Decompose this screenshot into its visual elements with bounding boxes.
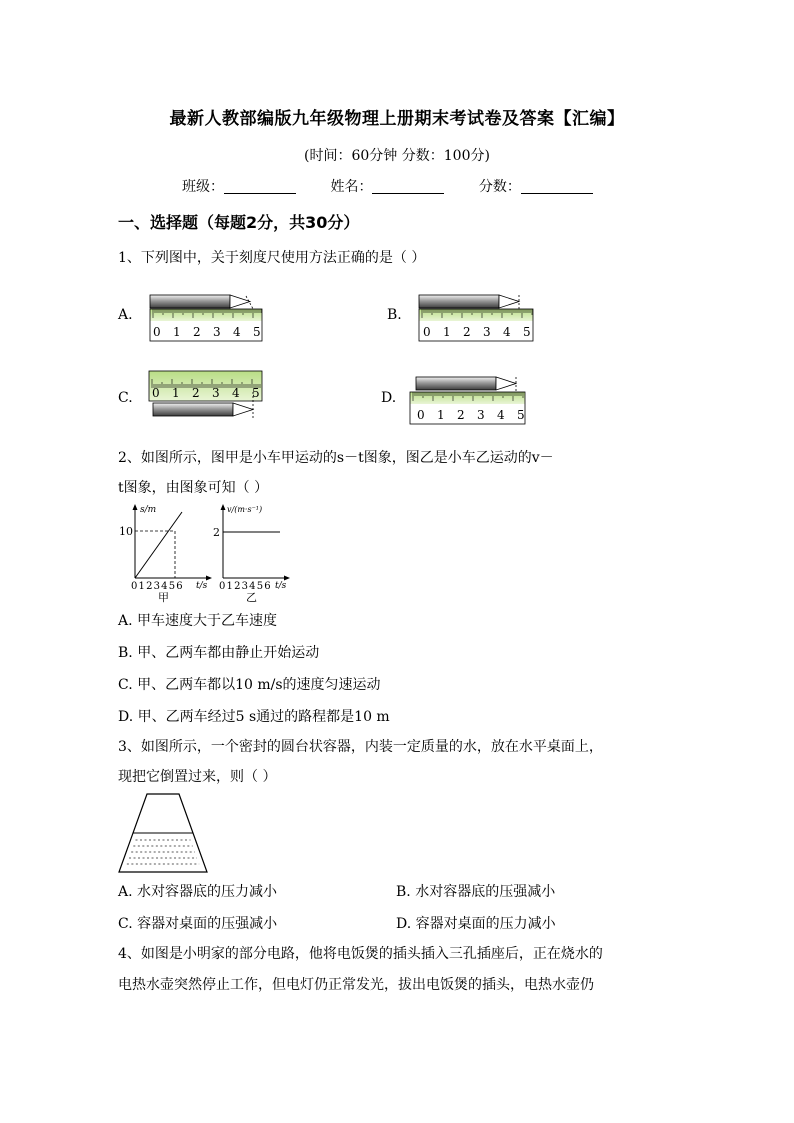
graph-jia-xticks: 0 1 2 3 4 5 6	[131, 581, 182, 592]
q1-ruler-figures	[0, 0, 794, 460]
question-2-stem-line1: 2、如图所示，图甲是小车甲运动的s－t图象，图乙是小车乙运动的v－	[118, 450, 554, 466]
ruler-number: 5	[253, 325, 261, 339]
ruler-number: 4	[233, 325, 241, 339]
question-4-line1: 4、如图是小明家的部分电路，他将电饭煲的插头插入三孔插座后，正在烧水的	[118, 946, 603, 962]
ruler-number: 5	[523, 325, 531, 339]
ruler-number: 4	[497, 408, 505, 422]
ruler-number: 3	[477, 408, 485, 422]
graph-yi-ylabel: v/(m·s⁻¹)	[227, 505, 263, 514]
question-1-stem: 1、下列图中，关于刻度尺使用方法正确的是（ ）	[118, 250, 426, 266]
q3-option-b[interactable]: B. 水对容器底的压强减小	[396, 884, 556, 900]
graph-jia	[119, 504, 212, 604]
q1-label-b: B.	[387, 307, 402, 323]
ruler-figure-d	[410, 377, 525, 424]
ruler-number: 1	[437, 408, 445, 422]
section-heading: 一、选择题（每题2分，共30分）	[118, 213, 360, 232]
graph-jia-xunit: t/s	[196, 581, 208, 591]
page-title: 最新人教部编版九年级物理上册期末考试卷及答案【汇编】	[169, 109, 625, 129]
ruler-number: 0	[152, 386, 160, 400]
ruler-number: 2	[193, 325, 201, 339]
graph-jia-ytick: 10	[119, 525, 133, 538]
ruler-number: 0	[423, 325, 431, 339]
ruler-figure-a	[150, 295, 262, 341]
graph-yi	[213, 504, 290, 604]
ruler-number: 4	[503, 325, 511, 339]
ruler-number: 2	[192, 386, 200, 400]
q2-option-b[interactable]: B. 甲、乙两车都由静止开始运动	[118, 645, 320, 661]
ruler-number: 1	[173, 325, 181, 339]
q1-label-a: A.	[118, 307, 133, 323]
ruler-number: 3	[483, 325, 491, 339]
q1-label-c: C.	[118, 390, 133, 406]
ruler-number: 3	[212, 386, 220, 400]
name-label: 姓名：	[330, 179, 373, 195]
question-4-line2: 电热水壶突然停止工作，但电灯仍正常发光，拔出电饭煲的插头，电热水壶仍	[118, 977, 594, 993]
ruler-number: 0	[417, 408, 425, 422]
ruler-number: 3	[213, 325, 221, 339]
graph-yi-xticks: 0 1 2 3 4 5 6	[219, 581, 270, 592]
exam-info: (时间：60分钟 分数：100分)	[304, 148, 490, 164]
ruler-number: 2	[463, 325, 471, 339]
q1-label-d: D.	[381, 390, 397, 406]
q3-container-figure	[115, 790, 215, 875]
score-label: 分数：	[478, 179, 521, 195]
q3-option-c[interactable]: C. 容器对桌面的压强减小	[118, 916, 278, 932]
question-3-stem-line2: 现把它倒置过来，则（ ）	[118, 769, 277, 785]
q3-option-a[interactable]: A. 水对容器底的压力减小	[118, 884, 278, 900]
q2-option-c[interactable]: C. 甲、乙两车都以10 m/s的速度匀速运动	[118, 677, 381, 693]
graph-jia-caption: 甲	[158, 591, 169, 604]
ruler-figure-c	[149, 371, 262, 420]
graph-yi-ytick: 2	[213, 526, 220, 539]
q2-option-d[interactable]: D. 甲、乙两车经过5 s通过的路程都是10 m	[118, 709, 390, 725]
ruler-number: 4	[232, 386, 240, 400]
question-3-stem-line1: 3、如图所示，一个密封的圆台状容器，内装一定质量的水，放在水平桌面上，	[118, 739, 603, 755]
ruler-number: 1	[172, 386, 180, 400]
q3-option-d[interactable]: D. 容器对桌面的压力减小	[396, 916, 556, 932]
class-label: 班级：	[182, 179, 224, 195]
graph-yi-caption: 乙	[246, 591, 257, 604]
ruler-number: 0	[153, 325, 161, 339]
ruler-number: 2	[457, 408, 465, 422]
ruler-number: 1	[443, 325, 451, 339]
ruler-figure-b	[419, 295, 533, 341]
q2-option-a[interactable]: A. 甲车速度大于乙车速度	[118, 613, 278, 629]
q2-graphs	[110, 500, 310, 605]
graph-jia-ylabel: s/m	[140, 505, 157, 515]
question-2-stem-line2: t图象，由图象可知（ ）	[118, 480, 269, 496]
ruler-number: 5	[517, 408, 525, 422]
graph-yi-xunit: t/s	[275, 581, 287, 591]
ruler-number: 5	[252, 386, 260, 400]
